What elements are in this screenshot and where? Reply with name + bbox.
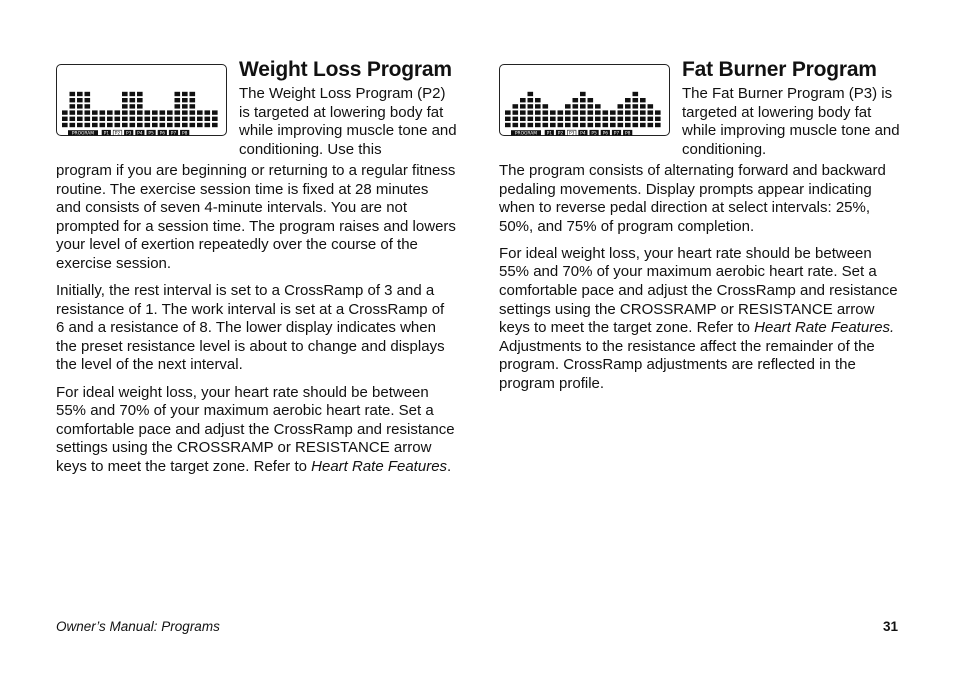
fat-burner-bar-cell: [618, 117, 624, 121]
fat-burner-bar-cell: [543, 104, 549, 108]
weight-loss-bar-cell: [107, 110, 113, 114]
weight-loss-segment-p3: P3: [125, 131, 132, 137]
weight-loss-bar-cell: [182, 117, 188, 121]
fat-burner-bar-cell: [543, 117, 549, 121]
fat-burner-bar-cell: [505, 123, 511, 127]
fat-burner-bar-cell: [633, 104, 639, 108]
fat-burner-bar-cell: [640, 117, 646, 121]
weight-loss-bar-cell: [92, 123, 98, 127]
fat-burner-bar-cell: [595, 110, 601, 114]
fat-burner-bar-cell: [558, 123, 564, 127]
weight-loss-bar-cell: [167, 117, 173, 121]
fat-burner-bar-cell: [580, 92, 586, 96]
weight-loss-bar-cell: [175, 110, 181, 114]
right-header-block: [499, 58, 899, 162]
weight-loss-bar-cell: [190, 123, 196, 127]
weight-loss-bar-cell: [137, 98, 143, 102]
weight-loss-bar-cell: [85, 98, 91, 102]
weight-loss-bar-cell: [70, 117, 76, 121]
weight-loss-bar-cell: [77, 117, 83, 121]
fat-burner-bar-cell: [588, 104, 594, 108]
weight-loss-bar-cell: [70, 92, 76, 96]
weight-loss-bar-cell: [137, 117, 143, 121]
fat-burner-para-2: [499, 245, 899, 394]
weight-loss-bar-cell: [122, 110, 128, 114]
weight-loss-para-2: Initially, the rest interval is set to a CrossRamp of 3 and a resistance of 1. The work interval is set at a CrossRamp of 6 and a resistance of 8. The lower display indicates when the preset resistance level is about to change and displays the level of the next interval.: [56, 282, 445, 374]
fat-burner-bar-cell: [528, 123, 534, 127]
fat-burner-bar-cell: [595, 123, 601, 127]
fat-burner-bar-cell: [550, 123, 556, 127]
weight-loss-para-1: program if you are beginning or returning to a regular fitness routine. The exercise session time is fixed at 28 minutes and consists of seven 4-minute intervals. You are not prompted for a session time. The program raises and lowers your level of exertion repeatedly over the course of the exercise session.: [56, 162, 456, 272]
fat-burner-bar-cell: [573, 104, 579, 108]
weight-loss-bar-cell: [152, 117, 158, 121]
fat-burner-bar-cell: [648, 117, 654, 121]
weight-loss-bar-cell: [175, 98, 181, 102]
weight-loss-bar-cell: [137, 123, 143, 127]
fat-burner-profile-graphic: [500, 65, 671, 137]
fat-burner-bar-cell: [648, 123, 654, 127]
weight-loss-bar-cell: [152, 110, 158, 114]
weight-loss-segment-p5: P5: [148, 131, 154, 137]
fat-burner-bar-cell: [520, 123, 526, 127]
weight-loss-bar-cell: [70, 98, 76, 102]
weight-loss-bar-cell: [182, 104, 188, 108]
fat-burner-bar-cell: [535, 104, 541, 108]
fat-burner-bar-cell: [528, 104, 534, 108]
fat-burner-bar-cell: [513, 104, 519, 108]
fat-burner-bar-cell: [610, 123, 616, 127]
weight-loss-bar-cell: [205, 110, 211, 114]
fat-burner-bar-cell: [528, 92, 534, 96]
weight-loss-bar-cell: [77, 92, 83, 96]
weight-loss-title: Weight Loss Program: [239, 58, 452, 81]
fat-burner-bar-cell: [580, 110, 586, 114]
weight-loss-bar-cell: [130, 123, 136, 127]
weight-loss-bar-cell: [197, 110, 203, 114]
weight-loss-bar-cell: [107, 117, 113, 121]
weight-loss-bar-cell: [130, 98, 136, 102]
fat-burner-bar-cell: [580, 117, 586, 121]
fat-burner-para-2-text: For ideal weight loss, your heart rate should be between 55% and 70% of your maximum aerobic heart rate. Set a comfortable pace and adjust the CrossRamp and resistance settings using the CROSSRAMP or RESISTANCE arrow keys to meet the target zone. Refer to: [499, 244, 898, 337]
fat-burner-bar-cell: [640, 123, 646, 127]
fat-burner-bar-cell: [505, 117, 511, 121]
fat-burner-segment-p8: P8: [624, 131, 631, 137]
weight-loss-bar-cell: [137, 110, 143, 114]
weight-loss-segment-p2: P2: [114, 131, 121, 137]
fat-burner-bar-cell: [633, 92, 639, 96]
weight-loss-bar-cell: [167, 110, 173, 114]
weight-loss-bar-cell: [212, 123, 218, 127]
fat-burner-bar-cell: [625, 98, 631, 102]
fat-burner-bar-cell: [565, 117, 571, 121]
fat-burner-bar-cell: [573, 98, 579, 102]
fat-burner-bar-cell: [588, 110, 594, 114]
fat-burner-bar-cell: [558, 117, 564, 121]
weight-loss-display-panel: [56, 64, 227, 136]
fat-burner-bar-cell: [633, 123, 639, 127]
page-number: 31: [882, 619, 898, 634]
weight-loss-bar-cell: [122, 92, 128, 96]
fat-burner-bar-cell: [633, 117, 639, 121]
weight-loss-bar-cell: [175, 117, 181, 121]
weight-loss-bar-cell: [107, 123, 113, 127]
weight-loss-bar-cell: [197, 123, 203, 127]
fat-burner-bar-cell: [655, 123, 661, 127]
fat-burner-bar-cell: [580, 98, 586, 102]
fat-burner-bar-cell: [640, 98, 646, 102]
fat-burner-bar-cell: [520, 98, 526, 102]
weight-loss-segment-p4: P4: [137, 131, 143, 137]
weight-loss-bar-cell: [62, 123, 68, 127]
weight-loss-para-3-text: For ideal weight loss, your heart rate should be between 55% and 70% of your maximum aerobic heart rate. Set a comfortable pace and adjust the CrossRamp and resistance settings using the CROSSRAMP or RESISTANCE arrow keys to meet the target zone. Refer to: [56, 383, 455, 475]
weight-loss-bar-cell: [122, 123, 128, 127]
fat-burner-bar-cell: [618, 104, 624, 108]
weight-loss-para-3: [56, 384, 456, 477]
fat-burner-bar-cell: [603, 117, 609, 121]
weight-loss-bar-cell: [77, 104, 83, 108]
fat-burner-bar-cell: [603, 110, 609, 114]
fat-burner-segment-p4: P4: [580, 131, 586, 137]
weight-loss-profile-graphic: [57, 65, 228, 137]
weight-loss-bar-cell: [130, 92, 136, 96]
fat-burner-bar-cell: [618, 123, 624, 127]
fat-burner-bar-cell: [543, 110, 549, 114]
weight-loss-bar-cell: [152, 123, 158, 127]
weight-loss-bar-cell: [190, 92, 196, 96]
fat-burner-segment-p1: P1: [546, 131, 553, 137]
fat-burner-bar-cell: [588, 117, 594, 121]
fat-burner-bar-cell: [610, 117, 616, 121]
weight-loss-bar-cell: [85, 110, 91, 114]
footer-manual-title: Owner’s Manual: Programs: [56, 619, 220, 634]
weight-loss-segment-p1: P1: [103, 131, 110, 137]
right-column: [499, 58, 899, 402]
fat-burner-bar-cell: [580, 104, 586, 108]
weight-loss-bar-cell: [182, 98, 188, 102]
weight-loss-bar-cell: [182, 92, 188, 96]
weight-loss-bar-cell: [145, 110, 151, 114]
fat-burner-bar-cell: [625, 104, 631, 108]
fat-burner-bar-cell: [595, 104, 601, 108]
weight-loss-bar-cell: [70, 110, 76, 114]
fat-burner-segment-p7: P7: [613, 131, 620, 137]
fat-burner-bar-cell: [550, 110, 556, 114]
fat-burner-title: Fat Burner Program: [682, 58, 877, 81]
weight-loss-bar-cell: [85, 123, 91, 127]
fat-burner-bar-cell: [595, 117, 601, 121]
fat-burner-bar-cell: [528, 110, 534, 114]
fat-burner-bar-cell: [528, 117, 534, 121]
weight-loss-segment-p6: P6: [159, 131, 166, 137]
fat-burner-bar-cell: [565, 104, 571, 108]
fat-burner-bar-cell: [573, 123, 579, 127]
weight-loss-bar-cell: [160, 123, 166, 127]
fat-burner-bar-cell: [535, 123, 541, 127]
fat-burner-bar-cell: [513, 110, 519, 114]
weight-loss-para-3-end: .: [447, 457, 452, 475]
left-column: [56, 58, 456, 485]
fat-burner-bar-cell: [543, 123, 549, 127]
weight-loss-bar-cell: [70, 104, 76, 108]
weight-loss-bar-cell: [100, 117, 106, 121]
weight-loss-bar-cell: [197, 117, 203, 121]
weight-loss-bar-cell: [85, 104, 91, 108]
weight-loss-bar-cell: [190, 98, 196, 102]
weight-loss-bar-cell: [190, 104, 196, 108]
weight-loss-bar-cell: [85, 117, 91, 121]
weight-loss-bar-cell: [182, 110, 188, 114]
weight-loss-bar-cell: [77, 110, 83, 114]
fat-burner-program-label: PROGRAM: [514, 131, 538, 137]
weight-loss-bar-cell: [137, 104, 143, 108]
weight-loss-bar-cell: [190, 117, 196, 121]
fat-burner-bar-cell: [505, 110, 511, 114]
weight-loss-bar-cell: [100, 123, 106, 127]
weight-loss-program-label: PROGRAM: [71, 131, 95, 137]
weight-loss-segment-p8: P8: [181, 131, 188, 137]
fat-burner-bar-cell: [633, 98, 639, 102]
fat-burner-bar-cell: [588, 98, 594, 102]
weight-loss-bar-cell: [175, 92, 181, 96]
fat-burner-segment-p6: P6: [602, 131, 609, 137]
weight-loss-bar-cell: [85, 92, 91, 96]
fat-burner-bar-cell: [640, 110, 646, 114]
fat-burner-bar-cell: [513, 123, 519, 127]
fat-burner-bar-cell: [520, 117, 526, 121]
heart-rate-features-ref: Heart Rate Features: [311, 457, 448, 475]
fat-burner-bar-cell: [520, 110, 526, 114]
fat-burner-bar-cell: [633, 110, 639, 114]
fat-burner-bar-cell: [655, 117, 661, 121]
fat-burner-bar-cell: [573, 110, 579, 114]
fat-burner-para-2-end: Adjustments to the resistance affect the remainder of the program. CrossRamp adjustments are reflected in the program profile.: [499, 337, 875, 393]
weight-loss-bar-cell: [115, 110, 121, 114]
weight-loss-bar-cell: [62, 110, 68, 114]
weight-loss-bar-cell: [145, 117, 151, 121]
left-header-block: [56, 58, 456, 162]
fat-burner-bar-cell: [588, 123, 594, 127]
weight-loss-bar-cell: [130, 110, 136, 114]
fat-burner-bar-cell: [580, 123, 586, 127]
heart-rate-features-ref: Heart Rate Features.: [754, 319, 895, 337]
fat-burner-segment-p2: P2: [557, 131, 564, 137]
weight-loss-bar-cell: [92, 110, 98, 114]
fat-burner-intro: The Fat Burner Program (P3) is targeted at lowering body fat while improving muscle tone and conditioning.: [682, 85, 900, 158]
weight-loss-segment-p7: P7: [170, 131, 177, 137]
weight-loss-bar-cell: [100, 110, 106, 114]
fat-burner-bar-cell: [535, 117, 541, 121]
weight-loss-intro: The Weight Loss Program (P2) is targeted at lowering body fat while improving muscle tone and conditioning. Use this: [239, 85, 457, 158]
weight-loss-bar-cell: [122, 117, 128, 121]
weight-loss-bar-cell: [137, 92, 143, 96]
weight-loss-bar-cell: [175, 123, 181, 127]
weight-loss-bar-cell: [190, 110, 196, 114]
fat-burner-bar-cell: [535, 110, 541, 114]
fat-burner-bar-cell: [550, 117, 556, 121]
weight-loss-bar-cell: [145, 123, 151, 127]
fat-burner-bar-cell: [648, 104, 654, 108]
fat-burner-bar-cell: [625, 110, 631, 114]
weight-loss-bar-cell: [205, 117, 211, 121]
weight-loss-bar-cell: [212, 117, 218, 121]
weight-loss-bar-cell: [130, 117, 136, 121]
fat-burner-display-panel: [499, 64, 670, 136]
weight-loss-bar-cell: [115, 117, 121, 121]
weight-loss-bar-cell: [205, 123, 211, 127]
weight-loss-bar-cell: [160, 117, 166, 121]
weight-loss-bar-cell: [160, 110, 166, 114]
weight-loss-bar-cell: [62, 117, 68, 121]
fat-burner-bar-cell: [625, 123, 631, 127]
weight-loss-bar-cell: [92, 117, 98, 121]
weight-loss-bar-cell: [175, 104, 181, 108]
fat-burner-bar-cell: [573, 117, 579, 121]
weight-loss-bar-cell: [122, 98, 128, 102]
fat-burner-bar-cell: [528, 98, 534, 102]
fat-burner-bar-cell: [648, 110, 654, 114]
weight-loss-bar-cell: [212, 110, 218, 114]
weight-loss-bar-cell: [167, 123, 173, 127]
fat-burner-bar-cell: [640, 104, 646, 108]
weight-loss-bar-cell: [122, 104, 128, 108]
fat-burner-bar-cell: [565, 110, 571, 114]
fat-burner-bar-cell: [535, 98, 541, 102]
fat-burner-bar-cell: [625, 117, 631, 121]
fat-burner-bar-cell: [655, 110, 661, 114]
fat-burner-para-1: The program consists of alternating forward and backward pedaling movements. Display prompts appear indicating when to reverse pedal direction at select intervals: 25%, 50%, and 75% of program completion.: [499, 162, 886, 235]
weight-loss-bar-cell: [130, 104, 136, 108]
fat-burner-bar-cell: [520, 104, 526, 108]
weight-loss-bar-cell: [182, 123, 188, 127]
weight-loss-bar-cell: [77, 123, 83, 127]
weight-loss-bar-cell: [115, 123, 121, 127]
fat-burner-bar-cell: [610, 110, 616, 114]
fat-burner-bar-cell: [558, 110, 564, 114]
weight-loss-bar-cell: [70, 123, 76, 127]
fat-burner-bar-cell: [603, 123, 609, 127]
fat-burner-bar-cell: [618, 110, 624, 114]
fat-burner-segment-p5: P5: [591, 131, 597, 137]
weight-loss-bar-cell: [77, 98, 83, 102]
fat-burner-segment-p3: P3: [568, 131, 575, 137]
fat-burner-bar-cell: [513, 117, 519, 121]
fat-burner-bar-cell: [565, 123, 571, 127]
